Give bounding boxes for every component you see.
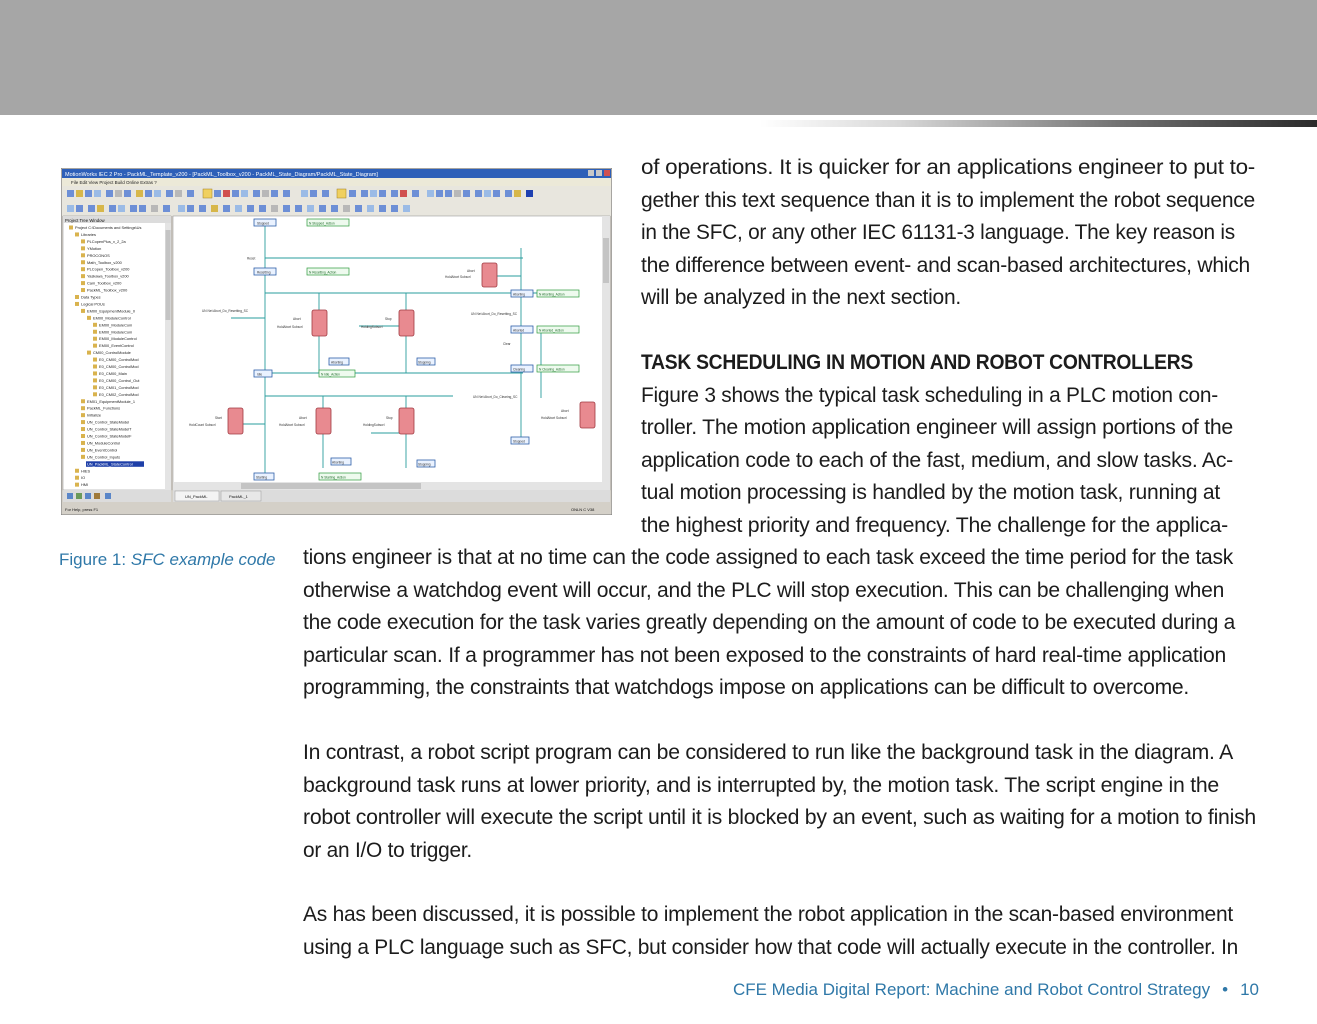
tree-item-label: PROCONOS (87, 252, 110, 258)
header-band (0, 0, 1317, 115)
status-right: ONLN C V38 (571, 507, 595, 512)
body-line: the highest priority and frequency. The challenge for the applica- (641, 513, 1228, 537)
tree-item-label: EM00_ModuleCom (99, 322, 133, 328)
menu-items (71, 180, 157, 185)
tree-item-icon (81, 427, 85, 431)
tree-item-label: E0_CM00_Main (99, 370, 127, 376)
svg-text:HoldingSubscrl: HoldingSubscrl (361, 325, 383, 329)
tree-item-icon (93, 371, 97, 375)
tree-item-icon (81, 462, 85, 466)
tree-item-label: IO (81, 475, 86, 481)
svg-text:HoldingSubscrl: HoldingSubscrl (363, 423, 385, 427)
svg-text:Clearing: Clearing (513, 367, 525, 372)
tree-item-label: E0_CM02_ControlMod (99, 391, 139, 397)
tree-item-icon (81, 267, 85, 271)
tree-item-icon (81, 281, 85, 285)
tree-item-label: EM00_EquipmentModule_0 (87, 308, 136, 314)
tree-item-icon (75, 476, 79, 480)
tree-item-label: Logical POUs (81, 301, 105, 307)
svg-text:HoldAbort Subscrl: HoldAbort Subscrl (277, 325, 303, 329)
status-left: For Help, press F1 (65, 507, 99, 512)
tree-item-icon (93, 365, 97, 369)
tree-item-icon (75, 469, 79, 473)
body-line: particular scan. If a programmer has not been exposed to the constraints of hard real-time application (303, 643, 1227, 667)
tree-item-icon (75, 483, 79, 487)
tree-item-label: EM00_ModuleControl (99, 336, 137, 342)
svg-text:Abort: Abort (293, 317, 301, 321)
footer-title: CFE Media Digital Report: Machine and Robot Control Strategy (732, 980, 1211, 999)
svg-text:N Resetting_Action: N Resetting_Action (309, 270, 337, 275)
tree-item-label: UN_Control_StateModelT (87, 426, 132, 432)
svg-text:N Clearing_Action: N Clearing_Action (539, 367, 565, 372)
tree-item-label: EM00_ModuleCom (99, 329, 133, 335)
body-line: or an I/O to trigger. (303, 838, 472, 862)
tree-scroll-thumb (166, 230, 171, 320)
svg-text:N Starting_Action: N Starting_Action (321, 475, 346, 480)
editor-tab-1-label: UN_PackML (185, 494, 208, 499)
tree-item-label: Math_Toolbox_v200 (87, 259, 122, 265)
svg-text:File Edit View Project Bui: File Edit View Project Build Online Extras ? (71, 180, 157, 185)
footer-separator: • (1222, 980, 1229, 999)
tree-item-icon (81, 413, 85, 417)
caption-label: Figure 1: (59, 550, 127, 569)
body-line: the difference between event- and scan-based architectures, which (641, 253, 1250, 277)
body-line: robot controller will execute the script until it is blocked by an event, such as waiting for a motion to finish (303, 806, 1257, 829)
sfc-editor-pane (173, 216, 610, 490)
tree-item-label: Yaskawa_Toolbox_v200 (87, 273, 129, 279)
body-line: As has been discussed, it is possible to implement the robot application in the scan-based environment (303, 903, 1233, 926)
status-bar (62, 504, 611, 514)
body-line: tual motion processing is handled by the motion task, running at (641, 481, 1220, 504)
tree-item-icon (81, 434, 85, 438)
svg-text:Idle: Idle (257, 372, 263, 377)
body-line: background task runs at lower priority, and is interrupted by, the motion task. The script engine in the (303, 773, 1220, 797)
header-rule (760, 120, 1317, 127)
tree-item-icon (75, 295, 79, 299)
svg-text:HoldAbort Subscrl: HoldAbort Subscrl (541, 416, 567, 420)
svg-text:Abort: Abort (299, 416, 307, 420)
svg-text:Abort: Abort (467, 269, 475, 273)
tree-item-icon (87, 351, 91, 355)
svg-text:Stop: Stop (385, 317, 392, 321)
body-line: using a PLC language such as SFC, but consider how that code will actually execute in the controller. In (303, 935, 1239, 959)
svg-text:Starting: Starting (256, 475, 267, 480)
body-line: the code execution for the task varies greatly depending on the amount of code to be executed during a (303, 611, 1236, 634)
tree-item-label: YMotion (87, 245, 102, 251)
tree-item-icon (81, 399, 85, 403)
body-line: of operations. It is quicker for an applications engineer to put to- (641, 156, 1256, 179)
body-line: tions engineer is that at no time can the code assigned to each task exceed the time period for the task (303, 546, 1234, 569)
svg-text:Clear: Clear (503, 342, 511, 346)
tree-item-icon (75, 302, 79, 306)
tree-item-icon (81, 274, 85, 278)
body-line: will be analyzed in the next section. (641, 286, 961, 309)
editor-hscroll-thumb (241, 483, 421, 489)
body-line: Figure 3 shows the typical task scheduling in a PLC motion con- (641, 383, 1219, 407)
tree-item-label: PLCopen_Toolbox_v200 (87, 266, 130, 272)
tree-item-icon (81, 288, 85, 292)
tree-item-label: Initialize (87, 412, 102, 418)
svg-text:N Stopped_Action: N Stopped_Action (309, 221, 335, 226)
tree-item-icon (93, 323, 97, 327)
window-title: MotionWorks IEC 2 Pro - PackML_Template_v200 - [PackML_Toolbox_v200 - PackML_State_Diagram/PackML_State_Diagram] (65, 172, 378, 178)
tree-item-icon (81, 420, 85, 424)
svg-text:N Idle_Action: N Idle_Action (321, 372, 340, 377)
tree-item-label: PackML_Functions (87, 405, 121, 411)
tree-item-icon (69, 226, 73, 230)
tree-item-icon (93, 392, 97, 396)
tree-item-label: EM00_ModuleControl (93, 315, 131, 321)
tree-item-icon (81, 260, 85, 264)
svg-text:Abort: Abort (561, 409, 569, 413)
svg-text:Stopping: Stopping (418, 360, 431, 365)
tree-item-label: UN_Control_Inputs (87, 454, 121, 460)
tree-item-icon (93, 344, 97, 348)
tree-item-label: EM00_EventControl (99, 343, 134, 349)
tree-item-icon (81, 448, 85, 452)
svg-text:Aborting: Aborting (331, 360, 343, 365)
body-line: In contrast, a robot script program can be considered to run like the background task in the diagram. A (303, 741, 1234, 764)
svg-text:Stop: Stop (386, 416, 393, 420)
tree-item-label: UN_EventControl (87, 447, 118, 453)
page-number: 10 (1240, 980, 1259, 999)
svg-text:Stopped: Stopped (513, 439, 525, 444)
project-tree-title: Project Tree Window (65, 218, 105, 223)
window-controls-icon (588, 170, 610, 176)
tree-item-label: Project C:\Documents and Settings\Us (75, 225, 142, 230)
page-footer (733, 979, 1259, 1001)
tree-item-label: UN_Control_StateModelF (87, 433, 132, 439)
tree-item-icon (93, 385, 97, 389)
tree-item-icon (81, 309, 85, 313)
body-line: application code to each of the fast, medium, and slow tasks. Ac- (641, 448, 1233, 472)
body-line: otherwise a watchdog event will occur, and the PLC will stop execution. This can be challenging when (303, 578, 1225, 602)
svg-text:Aborting: Aborting (332, 460, 344, 465)
tree-item-icon (75, 232, 79, 236)
tree-item-label: UN_ModuleControl (87, 440, 121, 446)
svg-text:HoldAbort Subscrl: HoldAbort Subscrl (445, 275, 471, 279)
svg-text:UN Net Abort_Do_Clearing_SC: UN Net Abort_Do_Clearing_SC (473, 395, 518, 399)
tree-item-label: E0_CM00_ControlMod (99, 364, 139, 369)
caption-text: SFC example code (130, 550, 276, 569)
tree-item-icon (81, 246, 85, 250)
tree-item-icon (93, 358, 97, 362)
tree-item-label: E0_CM00_Control_Out (99, 377, 140, 383)
editor-tab-2-label: PackML_1 (229, 494, 248, 499)
tree-item-icon (81, 406, 85, 410)
tree-item-icon (81, 239, 85, 243)
svg-text:Reset: Reset (247, 256, 256, 261)
body-line: programming, the constraints that watchdogs impose on applications can be difficult to overcome. (303, 676, 1190, 699)
tree-item-icon (81, 253, 85, 257)
tree-item-icon (93, 378, 97, 382)
tree-item-label: UN_PackML_StateControl (87, 461, 133, 467)
tree-item-label: PLCopenPlus_v_2_2a (87, 238, 126, 244)
figure-sfc-screenshot (61, 168, 612, 515)
body-line: troller. The motion application engineer will assign portions of the (641, 416, 1233, 439)
editor-scroll-thumb (603, 238, 609, 283)
svg-text:Aborting: Aborting (513, 292, 525, 297)
tree-item-icon (81, 441, 85, 445)
svg-text:UN Net Abort_Do_Resetting_SC: UN Net Abort_Do_Resetting_SC (471, 312, 518, 316)
tree-item-label: Libraries (81, 231, 96, 237)
svg-text:Resetting: Resetting (257, 270, 271, 275)
svg-text:Stopping: Stopping (418, 462, 431, 467)
tree-item-icon (93, 330, 97, 334)
tree-item-label: E0_CM01_ControlMod (99, 384, 139, 390)
svg-text:N Aborting_Action: N Aborting_Action (539, 292, 565, 297)
tree-item-icon (93, 337, 97, 341)
tree-item-label: Cam_Toolbox_v200 (87, 280, 122, 286)
tree-item-label: Data Types (81, 294, 101, 300)
svg-text:HoldAbort Subscrl: HoldAbort Subscrl (279, 423, 305, 427)
tree-item-label: PackML_Toolbox_v200 (87, 287, 128, 293)
tree-item-label: HMI (81, 482, 89, 488)
tree-item-label: CM00_ControlModule (93, 350, 131, 356)
tree-item-label: HIES (81, 468, 91, 474)
section-heading: TASK SCHEDULING IN MOTION AND ROBOT CONTROLLERS (641, 351, 1194, 374)
svg-text:N Aborted_Action: N Aborted_Action (539, 328, 564, 333)
tree-item-icon (87, 316, 91, 320)
svg-text:UN Net Abort_Do_Resetting_SC: UN Net Abort_Do_Resetting_SC (202, 309, 249, 313)
svg-text:Start: Start (215, 416, 222, 420)
body-line: gether this text sequence than it is to implement the robot sequence (641, 188, 1256, 212)
svg-text:Aborted: Aborted (513, 328, 525, 333)
svg-text:Stopped: Stopped (257, 221, 269, 226)
tree-item-label: E0_CM00_ControlMod (99, 357, 139, 363)
tree-item-label: EM01_EquipmentModule_1 (87, 398, 136, 404)
tree-item-label: UN_Control_StateModel (87, 419, 130, 425)
figure-caption (59, 549, 289, 571)
svg-text:HoldCount Subscrl: HoldCount Subscrl (189, 423, 216, 427)
body-line: in the SFC, or any other IEC 61131-3 language. The key reason is (641, 221, 1235, 244)
tree-item-icon (81, 455, 85, 459)
